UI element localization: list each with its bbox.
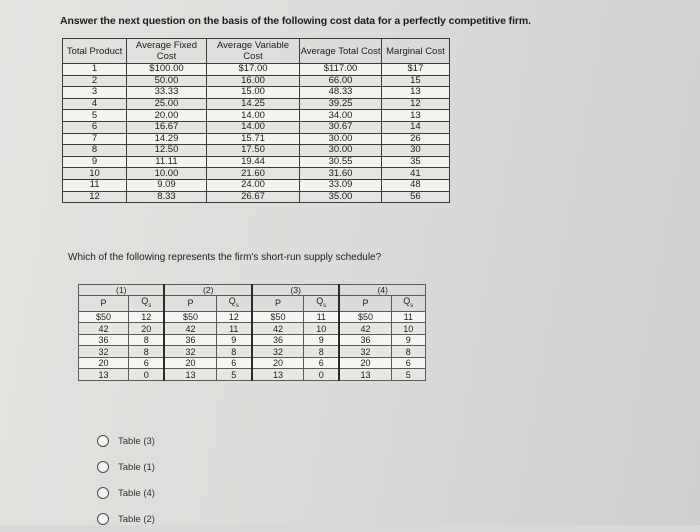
price-cell: 36 xyxy=(339,334,391,346)
option-label[interactable]: Table (1) xyxy=(118,461,155,473)
quantity-cell: 9 xyxy=(391,334,425,346)
cost-table-cell: 26.67 xyxy=(206,191,299,203)
cost-table-cell: 56 xyxy=(381,191,449,203)
cost-table-row xyxy=(63,64,450,76)
supply-table-row xyxy=(79,357,426,369)
option-label[interactable]: Table (4) xyxy=(118,487,155,499)
quantity-cell: 6 xyxy=(304,357,340,369)
price-cell: 20 xyxy=(164,357,216,369)
cost-table-cell: 14.29 xyxy=(127,133,207,145)
question-text: Answer the next question on the basis of the following cost data for a perfectly competitive firm. xyxy=(60,15,531,27)
cost-table-cell: 21.60 xyxy=(206,168,299,180)
price-cell: 13 xyxy=(79,369,129,381)
cost-table-cell: 2 xyxy=(63,75,127,87)
supply-schedule-table xyxy=(78,284,426,381)
cost-table-cell: 35 xyxy=(381,156,449,168)
quantity-cell: 6 xyxy=(391,357,425,369)
quantity-cell: 8 xyxy=(129,334,165,346)
price-cell: 42 xyxy=(339,323,391,335)
column-header-quantity-supplied xyxy=(304,296,340,312)
quantity-cell: 12 xyxy=(129,311,165,323)
cost-table-cell: 4 xyxy=(63,98,127,110)
supply-header-row xyxy=(79,296,426,312)
cost-data-table xyxy=(62,38,450,203)
cost-table-cell: 15.71 xyxy=(206,133,299,145)
quantity-cell: 5 xyxy=(216,369,252,381)
price-cell: 32 xyxy=(164,346,216,358)
quantity-symbol: Q xyxy=(316,296,324,306)
price-cell: $50 xyxy=(164,311,216,323)
group-label-3: (3) xyxy=(252,285,340,296)
cost-table-cell: 5 xyxy=(63,110,127,122)
cost-table-cell: 19.44 xyxy=(206,156,299,168)
cost-table-cell: 13 xyxy=(381,110,449,122)
cost-table-cell: 39.25 xyxy=(300,98,382,110)
quantity-cell: 0 xyxy=(129,369,165,381)
cost-table-row xyxy=(63,75,450,87)
cost-table-row xyxy=(63,121,450,133)
header-average-total-cost: Average Total Cost xyxy=(300,39,382,64)
price-cell: 42 xyxy=(164,323,216,335)
price-cell: 20 xyxy=(252,357,304,369)
quantity-subscript: s xyxy=(323,302,327,309)
cost-table-row xyxy=(63,110,450,122)
cost-table-cell: 48 xyxy=(381,179,449,191)
column-header-price: P xyxy=(79,296,129,312)
quantity-cell: 11 xyxy=(304,311,340,323)
cost-table-cell: 41 xyxy=(381,168,449,180)
cost-table-row xyxy=(63,156,450,168)
quantity-cell: 9 xyxy=(216,334,252,346)
price-cell: 13 xyxy=(164,369,216,381)
cost-table-cell: 11.11 xyxy=(127,156,207,168)
price-cell: 13 xyxy=(252,369,304,381)
column-header-quantity-supplied xyxy=(391,296,425,312)
group-label-2: (2) xyxy=(164,285,252,296)
column-header-price: P xyxy=(252,296,304,312)
quantity-cell: 0 xyxy=(304,369,340,381)
cost-table-row xyxy=(63,145,450,157)
radio-button[interactable] xyxy=(97,461,109,473)
cost-table-cell: 20.00 xyxy=(127,110,207,122)
quantity-symbol: Q xyxy=(141,296,149,306)
cost-table-cell: 7 xyxy=(63,133,127,145)
quantity-subscript: s xyxy=(410,302,414,309)
cost-table-row xyxy=(63,179,450,191)
quantity-subscript: s xyxy=(235,302,239,309)
cost-table-cell: 8.33 xyxy=(127,191,207,203)
price-cell: 42 xyxy=(79,323,129,335)
cost-table-cell: 31.60 xyxy=(300,168,382,180)
price-cell: 36 xyxy=(252,334,304,346)
supply-table-row xyxy=(79,311,426,323)
cost-table-cell: 15 xyxy=(381,75,449,87)
cost-table-row xyxy=(63,191,450,203)
cost-table-cell: $17 xyxy=(381,64,449,76)
cost-table-cell: 10 xyxy=(63,168,127,180)
cost-table-cell: 30.67 xyxy=(300,121,382,133)
quantity-cell: 9 xyxy=(304,334,340,346)
price-cell: 36 xyxy=(164,334,216,346)
cost-table-cell: 35.00 xyxy=(300,191,382,203)
column-header-quantity-supplied xyxy=(216,296,252,312)
cost-table-cell: 30.55 xyxy=(300,156,382,168)
quantity-cell: 10 xyxy=(304,323,340,335)
radio-button[interactable] xyxy=(97,513,109,525)
cost-table-cell: 9 xyxy=(63,156,127,168)
cost-table-cell: 16.00 xyxy=(206,75,299,87)
header-total-product: Total Product xyxy=(63,39,127,64)
cost-table-cell: $100.00 xyxy=(127,64,207,76)
cost-table-cell: 16.67 xyxy=(127,121,207,133)
quantity-cell: 6 xyxy=(129,357,165,369)
cost-table-cell: $117.00 xyxy=(300,64,382,76)
column-header-quantity-supplied xyxy=(129,296,165,312)
header-average-variable-cost: Average Variable Cost xyxy=(206,39,299,64)
header-marginal-cost: Marginal Cost xyxy=(381,39,449,64)
price-cell: 13 xyxy=(339,369,391,381)
price-cell: $50 xyxy=(79,311,129,323)
group-label-4: (4) xyxy=(339,285,425,296)
quantity-cell: 11 xyxy=(391,311,425,323)
price-cell: 32 xyxy=(79,346,129,358)
cost-table-cell: 12.50 xyxy=(127,145,207,157)
radio-button[interactable] xyxy=(97,487,109,499)
cost-table-cell: 14.25 xyxy=(206,98,299,110)
cost-table-cell: 48.33 xyxy=(300,87,382,99)
quantity-subscript: s xyxy=(148,302,152,309)
quantity-cell: 8 xyxy=(304,346,340,358)
cost-table-cell: 9.09 xyxy=(127,179,207,191)
cost-table-cell: 33.33 xyxy=(127,87,207,99)
cost-table-cell: 12 xyxy=(63,191,127,203)
radio-button[interactable] xyxy=(97,435,109,447)
price-cell: $50 xyxy=(339,311,391,323)
cost-table-row xyxy=(63,87,450,99)
price-cell: 32 xyxy=(252,346,304,358)
quantity-cell: 11 xyxy=(216,323,252,335)
cost-table-cell: 8 xyxy=(63,145,127,157)
quantity-cell: 5 xyxy=(391,369,425,381)
price-cell: 20 xyxy=(79,357,129,369)
supply-group-row xyxy=(79,285,426,296)
price-cell: 42 xyxy=(252,323,304,335)
header-average-fixed-cost: Average Fixed Cost xyxy=(127,39,207,64)
cost-table-cell: 15.00 xyxy=(206,87,299,99)
quantity-cell: 10 xyxy=(391,323,425,335)
answer-options xyxy=(97,428,155,532)
cost-table-cell: 6 xyxy=(63,121,127,133)
answer-option[interactable] xyxy=(97,428,155,454)
cost-table-row xyxy=(63,98,450,110)
option-label[interactable]: Table (2) xyxy=(118,513,155,525)
price-cell: 32 xyxy=(339,346,391,358)
cost-table-cell: 14.00 xyxy=(206,121,299,133)
price-cell: 20 xyxy=(339,357,391,369)
cost-table-cell: 10.00 xyxy=(127,168,207,180)
cost-table-cell: 14 xyxy=(381,121,449,133)
cost-table-cell: 17.50 xyxy=(206,145,299,157)
sub-question-text: Which of the following represents the firm's short-run supply schedule? xyxy=(68,252,382,263)
cost-table-cell: 1 xyxy=(63,64,127,76)
cost-table-cell: 66.00 xyxy=(300,75,382,87)
cost-table-cell: 24.00 xyxy=(206,179,299,191)
answer-option[interactable] xyxy=(97,454,155,480)
cost-table-cell: 26 xyxy=(381,133,449,145)
quantity-symbol: Q xyxy=(228,296,236,306)
cost-table-cell: 3 xyxy=(63,87,127,99)
group-label-1: (1) xyxy=(79,285,165,296)
cost-table-cell: 50.00 xyxy=(127,75,207,87)
cost-table-cell: 30.00 xyxy=(300,133,382,145)
quantity-cell: 20 xyxy=(129,323,165,335)
cost-table-cell: 12 xyxy=(381,98,449,110)
cost-table-cell: 30 xyxy=(381,145,449,157)
quantity-cell: 12 xyxy=(216,311,252,323)
cost-table-cell: 30.00 xyxy=(300,145,382,157)
column-header-price: P xyxy=(339,296,391,312)
supply-table-row xyxy=(79,323,426,335)
price-cell: $50 xyxy=(252,311,304,323)
quantity-cell: 8 xyxy=(391,346,425,358)
quantity-cell: 6 xyxy=(216,357,252,369)
supply-table-row xyxy=(79,346,426,358)
cost-table-header-row xyxy=(63,39,450,64)
option-label[interactable]: Table (3) xyxy=(118,435,155,447)
quantity-cell: 8 xyxy=(129,346,165,358)
quantity-symbol: Q xyxy=(403,296,411,306)
cost-table-cell: 11 xyxy=(63,179,127,191)
supply-table-row xyxy=(79,369,426,381)
column-header-price: P xyxy=(164,296,216,312)
cost-table-cell: 13 xyxy=(381,87,449,99)
price-cell: 36 xyxy=(79,334,129,346)
cost-table-cell: 14.00 xyxy=(206,110,299,122)
cost-table-row xyxy=(63,168,450,180)
cost-table-cell: $17.00 xyxy=(206,64,299,76)
answer-option[interactable] xyxy=(97,506,155,532)
cost-table-cell: 33.09 xyxy=(300,179,382,191)
answer-option[interactable] xyxy=(97,480,155,506)
supply-table-row xyxy=(79,334,426,346)
quantity-cell: 8 xyxy=(216,346,252,358)
cost-table-cell: 34.00 xyxy=(300,110,382,122)
cost-table-row xyxy=(63,133,450,145)
cost-table-cell: 25.00 xyxy=(127,98,207,110)
